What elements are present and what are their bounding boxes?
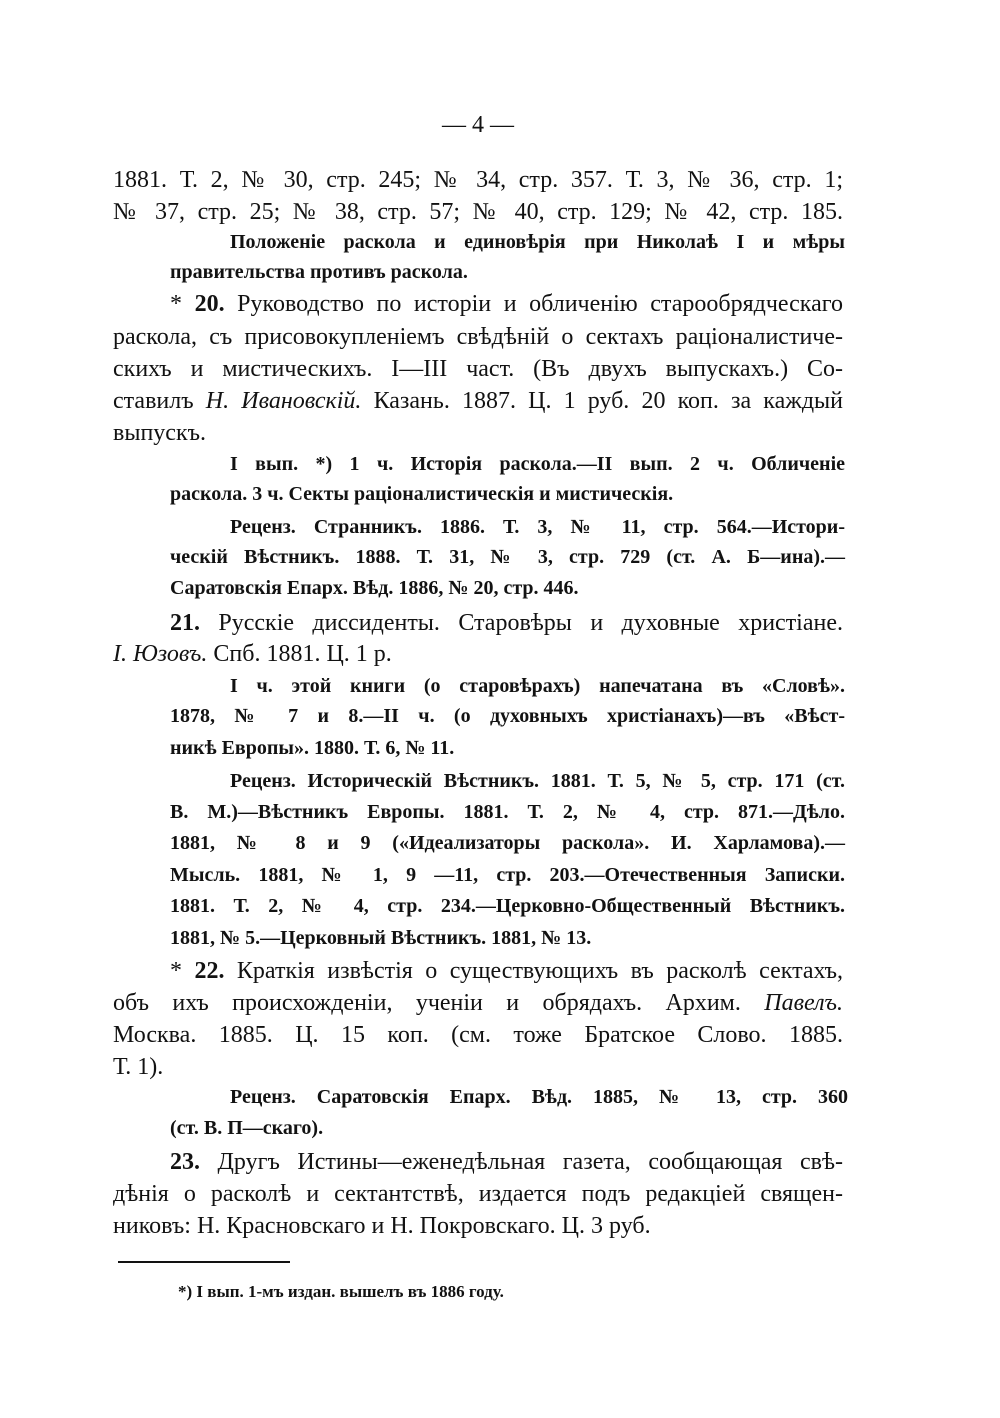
text-line xyxy=(170,572,845,604)
text-line xyxy=(113,385,843,417)
entry-number: 20. xyxy=(194,291,225,317)
text-line xyxy=(170,955,843,987)
text-line xyxy=(113,1019,843,1051)
line-text: Другъ Истины—еженедѣльная газета, сообщающая свѣ- xyxy=(200,1149,843,1175)
line-text: Положеніе раскола и единовѣрія при Николаѣ I и мѣры xyxy=(230,231,845,253)
footnote: *) I вып. 1-мъ издан. вышелъ въ 1886 году. xyxy=(178,1282,504,1301)
entry-number: 23. xyxy=(170,1149,200,1175)
line-text: Москва. 1885. Ц. 15 коп. (см. тоже Братское Слово. 1885. xyxy=(113,1022,843,1048)
line-text: Русскіе диссиденты. Старовѣры и духовные христіане. xyxy=(200,610,843,636)
line-text: 1881, № 5.—Церковный Вѣстникъ. 1881, № 13. xyxy=(170,927,592,949)
line-text: раскола, съ присовокупленіемъ свѣдѣній о сектахъ раціоналистиче- xyxy=(113,324,843,350)
text-line xyxy=(113,417,843,449)
text-line xyxy=(170,478,845,510)
entry-number: 21. xyxy=(170,610,200,636)
text-line xyxy=(230,448,845,480)
line-text: никѣ Европы». 1880. Т. 6, № 11. xyxy=(170,737,455,759)
text-line xyxy=(170,541,845,573)
page-number: — 4 — xyxy=(442,112,514,138)
text-line xyxy=(230,226,845,258)
line-text: правительства противъ раскола. xyxy=(170,261,468,283)
text-line xyxy=(170,607,843,639)
line-text: выпускъ. xyxy=(113,420,207,446)
line-text: никовъ: Н. Красновскаго и Н. Покровскаго. Ц. 3 руб. xyxy=(113,1213,651,1239)
line-text: (ст. В. П—скаго). xyxy=(170,1117,324,1139)
line-text: Реценз. Историческій Вѣстникъ. 1881. Т. 5, № 5, стр. 171 (ст. xyxy=(230,770,845,792)
line-text: Краткія извѣстія о существующихъ въ расколѣ сектахъ, xyxy=(224,958,844,984)
text-line xyxy=(170,732,845,764)
line-text: объ ихъ происхожденіи, ученіи и обрядахъ. Архим. xyxy=(113,990,765,1016)
asterisk-mark: * xyxy=(170,291,195,317)
text-line xyxy=(113,1210,843,1242)
author-name: I. Юзовъ. xyxy=(113,641,208,667)
text-line xyxy=(170,859,845,891)
line-text: Руководство по исторіи и обличенію старообрядческаго xyxy=(224,291,843,317)
text-line xyxy=(170,890,845,922)
text-line xyxy=(113,638,843,670)
text-line xyxy=(113,353,843,385)
text-line xyxy=(170,256,845,288)
line-text: 1881. Т. 2, № 4, стр. 234.—Церковно-Общественный Вѣстникъ. xyxy=(170,895,845,917)
line-text: 1881, № 8 и 9 («Идеализаторы раскола». И. Харламова).— xyxy=(170,832,845,854)
line-text: Мысль. 1881, № 1, 9 —11, стр. 203.—Отечественныя Записки. xyxy=(170,864,845,886)
text-line xyxy=(113,987,843,1019)
footnote-rule xyxy=(118,1261,290,1263)
text-line xyxy=(113,1051,843,1083)
entry-number: 22. xyxy=(194,958,225,984)
line-text: Казань. 1887. Ц. 1 руб. 20 коп. за каждый xyxy=(361,388,843,414)
line-text: Реценз. Саратовскія Епарх. Вѣд. 1885, № 13, стр. 360 xyxy=(230,1086,848,1108)
text-line xyxy=(113,1178,843,1210)
line-text: раскола. 3 ч. Секты раціоналистическія и мистическія. xyxy=(170,483,674,505)
line-text: Саратовскія Епарх. Вѣд. 1886, № 20, стр. 446. xyxy=(170,577,579,599)
text-line xyxy=(230,1081,848,1113)
line-text: скихъ и мистическихъ. I—III част. (Въ двухъ выпускахъ.) Со- xyxy=(113,356,843,382)
line-text: Спб. 1881. Ц. 1 р. xyxy=(207,641,392,667)
text-line xyxy=(170,796,845,828)
author-name: Павелъ. xyxy=(764,990,843,1016)
text-line xyxy=(230,511,845,543)
text-line xyxy=(113,164,843,196)
text-line xyxy=(170,1146,843,1178)
author-name: Н. Ивановскій. xyxy=(205,388,362,414)
line-text: ческій Вѣстникъ. 1888. Т. 31, № 3, стр. 729 (ст. А. Б—ина).— xyxy=(170,546,845,568)
line-text: Т. 1). xyxy=(113,1054,164,1080)
text-line xyxy=(170,827,845,859)
text-line xyxy=(170,700,845,732)
line-text: 1878, № 7 и 8.—II ч. (о духовныхъ христіанахъ)—въ «Вѣст- xyxy=(170,705,845,727)
line-text: 1881. Т. 2, № 30, стр. 245; № 34, стр. 357. Т. 3, № 36, стр. 1; xyxy=(113,167,843,193)
line-text: В. М.)—Вѣстникъ Европы. 1881. Т. 2, № 4, стр. 871.—Дѣло. xyxy=(170,801,845,823)
text-line xyxy=(230,670,845,702)
text-line xyxy=(113,196,843,228)
line-text: № 37, стр. 25; № 38, стр. 57; № 40, стр. 129; № 42, стр. 185. xyxy=(113,199,843,225)
line-text: I вып. *) 1 ч. Исторія раскола.—II вып. 2 ч. Обличеніе xyxy=(230,453,845,475)
line-text: ставилъ xyxy=(113,388,206,414)
text-line xyxy=(113,321,843,353)
line-text: I ч. этой книги (о старовѣрахъ) напечатана въ «Словѣ». xyxy=(230,675,845,697)
text-line xyxy=(170,1112,845,1144)
text-line xyxy=(230,765,845,797)
asterisk-mark: * xyxy=(170,958,195,984)
text-line xyxy=(170,922,845,954)
text-line xyxy=(170,288,843,320)
line-text: Реценз. Странникъ. 1886. Т. 3, № 11, стр. 564.—Истори- xyxy=(230,516,845,538)
line-text: дѣнія о расколѣ и сектантствѣ, издается подъ редакціей священ- xyxy=(113,1181,843,1207)
